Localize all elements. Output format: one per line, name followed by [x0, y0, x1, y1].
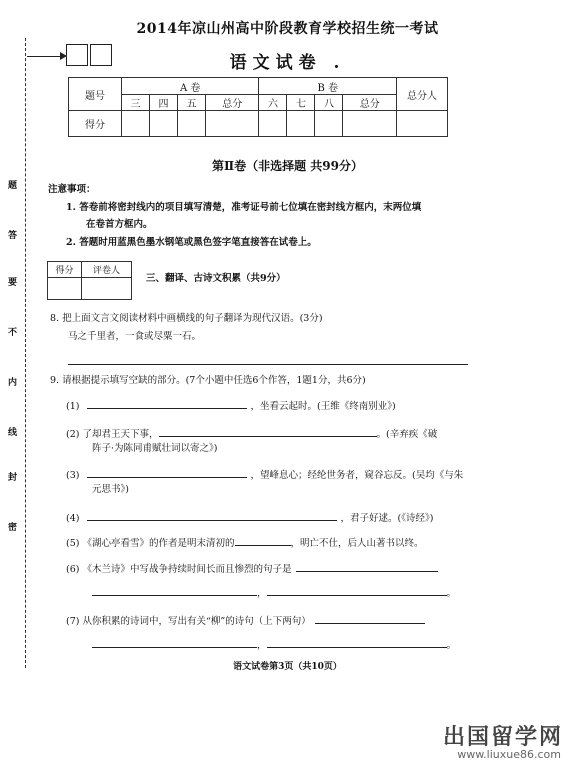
- q9-blank-7a[interactable]: [315, 613, 425, 624]
- side-char-7: 封: [8, 473, 18, 483]
- score-input[interactable]: [178, 111, 206, 137]
- q9-period: 。: [446, 588, 457, 599]
- q9-item-3-cont: 元思书》): [92, 484, 129, 495]
- cell-a-juan: A 卷: [122, 78, 259, 95]
- score-input[interactable]: [150, 111, 178, 137]
- grader-pingjuanren: 评卷人: [81, 262, 131, 278]
- notes-title: 注意事项：: [48, 184, 96, 195]
- q9-comma: ，: [257, 588, 267, 599]
- q9-item-pre: 《木兰诗》中写战争持续时间长而且惨烈的句子是: [82, 564, 292, 575]
- q9-item-2-cont: 阵子·为陈同甫赋壮词以寄之》): [92, 443, 218, 454]
- score-input[interactable]: [397, 111, 448, 137]
- q8-stem: 8. 把上面文言文阅读材料中画横线的句子翻译为现代汉语。(3分): [50, 313, 323, 324]
- q9-item-num: (7): [66, 616, 80, 627]
- page-footer: 语文试卷第3页（共10页）: [233, 662, 342, 672]
- q9-item-4: [66, 510, 496, 526]
- q9-item-7-line2: [92, 637, 492, 653]
- score-input[interactable]: [122, 111, 150, 137]
- q9-blank-6c[interactable]: [267, 585, 447, 596]
- note-1: 1. 答卷前将密封线内的项目填写清楚，准考证号前七位填在密封线方框内，末两位填: [66, 202, 422, 213]
- cell-a-col: 三: [122, 95, 150, 111]
- q9-item-text: ，君子好逑。(《诗经》): [340, 513, 434, 524]
- q9-period: 。: [446, 640, 457, 651]
- cell-b-col: 八: [315, 95, 343, 111]
- cell-a-col: 总分: [206, 95, 259, 111]
- score-table: [68, 77, 448, 137]
- q9-item-text: ，明亡不仕，后人山著书以终。: [290, 538, 424, 549]
- grader-score-input[interactable]: [48, 278, 82, 300]
- score-input[interactable]: [206, 111, 259, 137]
- side-char-2: 答: [8, 231, 18, 241]
- q9-item-pre: 了却君王天下事，: [82, 429, 159, 440]
- note-1-cont: 在卷首方框内。: [86, 219, 153, 230]
- side-char-6: 线: [8, 428, 18, 438]
- watermark-logo: 出国留学网: [442, 725, 563, 750]
- q9-item-num: (1): [66, 401, 80, 412]
- note-2: 2. 答题时用蓝黑色墨水钢笔或黑色签字笔直接答在试卷上。: [66, 237, 317, 248]
- cell-defen: 得分: [69, 111, 122, 137]
- q9-item-num: (4): [66, 513, 80, 524]
- q9-blank-3[interactable]: [87, 467, 247, 478]
- q9-blank-6a[interactable]: [296, 561, 438, 572]
- cell-b-juan: B 卷: [259, 78, 397, 95]
- side-char-4: 不: [8, 328, 18, 338]
- grader-name-input[interactable]: [81, 278, 131, 300]
- cell-b-col: 七: [287, 95, 315, 111]
- score-input[interactable]: [287, 111, 315, 137]
- q9-item-2: [66, 426, 506, 442]
- side-char-1: 题: [8, 181, 18, 191]
- q9-item-5: [66, 535, 516, 551]
- grader-defen: 得分: [48, 262, 82, 278]
- grader-table: [47, 261, 132, 300]
- q8-sentence: 马之千里者，一食或尽粟一石。: [68, 331, 202, 342]
- q9-blank-4[interactable]: [87, 510, 337, 521]
- q9-item-text: ，望峰息心；经纶世务者，窥谷忘反。(吴均《与朱: [250, 470, 464, 481]
- cell-a-col: 四: [150, 95, 178, 111]
- paper-title: 语文试卷 .: [229, 53, 346, 73]
- q9-item-pre: 《湖心亭看雪》的作者是明末清初的: [82, 538, 235, 549]
- q9-comma: ，: [257, 640, 267, 651]
- q9-item-num: (3): [66, 470, 80, 481]
- section-3-title: 三、翻译、古诗文积累（共9分）: [146, 273, 286, 284]
- cell-b-col: 六: [259, 95, 287, 111]
- side-char-8: 密: [8, 523, 18, 533]
- cell-a-col: 五: [178, 95, 206, 111]
- side-char-5: 内: [8, 378, 18, 388]
- q9-item-3: [66, 467, 506, 483]
- section-header: 第Ⅱ卷（非选择题 共99分）: [212, 159, 363, 173]
- q9-blank-7b[interactable]: [92, 637, 257, 648]
- q8-answer-line[interactable]: [68, 364, 468, 365]
- q9-item-7: [66, 613, 506, 629]
- q9-stem: 9. 请根据提示填写空缺的部分。(7个小题中任选6个作答，1题1分，共6分): [50, 375, 366, 386]
- q9-item-6: [66, 561, 506, 577]
- exam-title: 2014年凉山州高中阶段教育学校招生统一考试: [136, 21, 439, 37]
- q9-blank-7c[interactable]: [267, 637, 447, 648]
- q9-item-text: ，坐看云起时。(王维《终南别业》): [250, 401, 396, 412]
- q9-item-text: 。(辛弃疾《破: [376, 429, 438, 440]
- q9-blank-2[interactable]: [159, 426, 377, 437]
- q9-item-6-line2: [92, 585, 492, 601]
- cell-zongfenren: 总分人: [397, 78, 448, 111]
- q9-item-num: (5): [66, 538, 80, 549]
- q9-blank-1[interactable]: [87, 398, 247, 409]
- q9-item-1: [66, 398, 496, 414]
- cell-b-col: 总分: [343, 95, 397, 111]
- q9-item-pre: 从你积累的诗词中，写出有关“柳”的诗句（上下两句）: [82, 616, 311, 627]
- score-input[interactable]: [259, 111, 287, 137]
- watermark-url: www.liuxue86.com: [457, 748, 561, 761]
- q9-item-num: (2): [66, 429, 80, 440]
- cell-tihao: 题号: [69, 78, 122, 111]
- q9-blank-5[interactable]: [235, 535, 291, 546]
- score-input[interactable]: [343, 111, 397, 137]
- score-input[interactable]: [315, 111, 343, 137]
- q9-item-num: (6): [66, 564, 80, 575]
- side-char-3: 要: [8, 278, 18, 288]
- q9-blank-6b[interactable]: [92, 585, 257, 596]
- seal-line: [25, 38, 26, 668]
